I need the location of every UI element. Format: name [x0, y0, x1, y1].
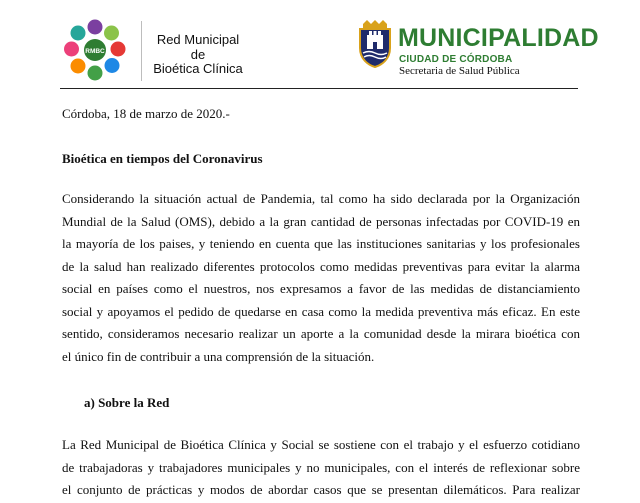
header-divider — [141, 21, 142, 81]
paragraph-1-line: Mundial de la Salud (OMS), debido a la gran cantidad de personas infectadas por COVID-19 en — [62, 213, 580, 229]
paragraph-2-line: de trabajadoras y trabajadores municipales y no municipales, con el interés de reflexionar sobre — [62, 459, 580, 475]
red-title-line-3: Bioética Clínica — [153, 61, 243, 76]
cordoba-crest-icon — [357, 20, 393, 68]
paragraph-1-line: el único fin de contribuir a una comprensión de la situación. — [62, 348, 375, 364]
red-municipal-title — [148, 33, 248, 77]
paragraph-1-line: social y apoyamos el pedido de quedarse en casa como la medida preventiva más eficaz. En este — [62, 303, 580, 319]
section-a-heading: a) Sobre la Red — [84, 395, 170, 410]
paragraph-1-line: sentido, consideramos necesario realizar un aporte a la comunidad desde la mirara bioética con — [62, 326, 580, 341]
red-title-line-1: Red Municipal — [156, 32, 240, 47]
paragraph-1-line: social en países como el nuestros, nos expresamos a favor de las medidas de distanciamiento — [62, 281, 580, 296]
document-title: Bioética en tiempos del Coronavirus — [62, 151, 263, 166]
ciudad-label: CIUDAD DE CÓRDOBA — [399, 54, 513, 65]
document-date: Córdoba, 18 de marzo de 2020.- — [62, 106, 230, 121]
municipalidad-wordmark: MUNICIPALIDAD — [398, 24, 599, 52]
paragraph-1-line: la mayoría de los paises, y teniendo en cuenta que las instituciones sanitarias y los profesionales — [62, 236, 580, 251]
paragraph-2-line: el conjunto de prácticas y modos de abordar casos que se presentan dilemáticos. Para realizar — [62, 482, 580, 497]
logo-text: RMBC — [85, 48, 105, 55]
red-municipal-logo-icon — [62, 18, 128, 84]
header-rule — [60, 88, 578, 89]
red-title-line-2: de — [190, 46, 206, 62]
paragraph-1-line: de la salud han realizado diferentes protocolos como medidas preventivas para evitar la alarma — [62, 258, 580, 274]
paragraph-2 — [62, 434, 580, 502]
paragraph-2-line: La Red Municipal de Bioética Clínica y Social se sostiene con el trabajo y el esfuerzo cotidiano — [62, 437, 580, 452]
paragraph-1-line: Considerando la situación actual de Pandemia, tal como ha sido declarada por la Organización — [62, 191, 580, 206]
secretaria-label: Secretaria de Salud Pública — [399, 65, 520, 77]
paragraph-1 — [62, 188, 580, 368]
